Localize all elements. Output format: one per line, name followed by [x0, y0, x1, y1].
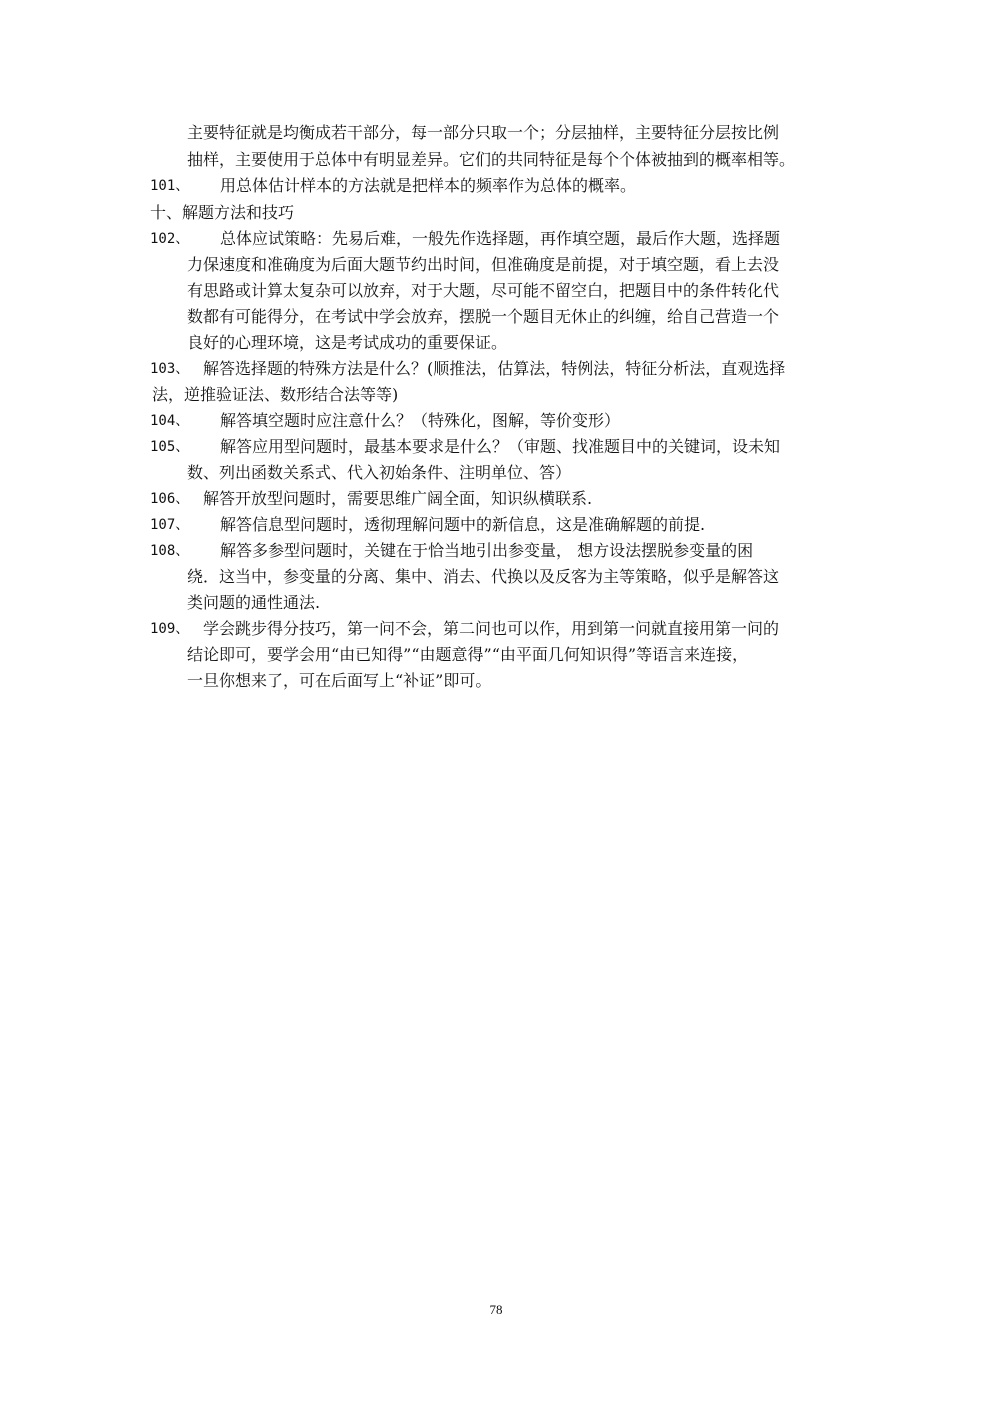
item-number: 108、	[150, 543, 190, 559]
text-line: 数、列出函数关系式、代入初始条件、注明单位、答）	[187, 463, 572, 482]
text-line: 类问题的通性通法.	[187, 593, 321, 612]
text-line: 解答应用型问题时，最基本要求是什么？（审题、找准题目中的关键词，设未知	[220, 437, 781, 456]
text-line: 良好的心理环境，这是考试成功的重要保证。	[187, 333, 508, 352]
text-line: 数都有可能得分，在考试中学会放弃，摆脱一个题目无休止的纠缠，给自己营造一个	[187, 307, 780, 326]
text-line: 解答选择题的特殊方法是什么？(顺推法，估算法，特例法，特征分析法，直观选择	[203, 359, 786, 378]
text-line: 法，逆推验证法、数形结合法等等)	[152, 385, 399, 404]
item-number: 107、	[150, 517, 190, 533]
text-line: 结论即可，要学会用“由已知得”“由题意得”“由平面几何知识得”等语言来连接，	[187, 645, 749, 664]
text-line: 解答信息型问题时，透彻理解问题中的新信息，这是准确解题的前提.	[220, 515, 706, 534]
text-line: 总体应试策略：先易后难，一般先作选择题，再作填空题，最后作大题，选择题	[220, 229, 781, 248]
text-line: 力保速度和准确度为后面大题节约出时间，但准确度是前提，对于填空题，看上去没	[187, 255, 780, 274]
text-line: 主要特征就是均衡成若干部分，每一部分只取一个；分层抽样，主要特征分层按比例	[187, 123, 780, 142]
item-number: 103、	[150, 361, 190, 377]
text-line: 绕．这当中，参变量的分离、集中、消去、代换以及反客为主等策略，似乎是解答这	[187, 567, 780, 586]
item-number: 101、	[150, 178, 190, 194]
item-number: 109、	[150, 621, 190, 637]
section-heading: 十、解题方法和技巧	[150, 203, 295, 222]
item-number: 106、	[150, 491, 190, 507]
page-number: 78	[489, 1302, 503, 1317]
text-line: 一旦你想来了，可在后面写上“补证”即可。	[187, 671, 492, 690]
text-line: 解答开放型问题时，需要思维广阔全面，知识纵横联系.	[203, 489, 593, 508]
text-line: 有思路或计算太复杂可以放弃，对于大题，尽可能不留空白，把题目中的条件转化代	[187, 281, 780, 300]
item-number: 104、	[150, 413, 190, 429]
item-number: 105、	[150, 439, 190, 455]
text-line: 学会跳步得分技巧，第一问不会，第二问也可以作，用到第一问就直接用第一问的	[203, 619, 780, 638]
text-line: 抽样，主要使用于总体中有明显差异。它们的共同特征是每个个体被抽到的概率相等。	[187, 150, 796, 169]
item-number: 102、	[150, 231, 190, 247]
text-line: 解答多参型问题时，关键在于恰当地引出参变量， 想方设法摆脱参变量的困	[220, 541, 754, 560]
text-line: 用总体估计样本的方法就是把样本的频率作为总体的概率。	[220, 176, 637, 195]
text-line: 解答填空题时应注意什么？（特殊化，图解，等价变形）	[220, 411, 621, 430]
